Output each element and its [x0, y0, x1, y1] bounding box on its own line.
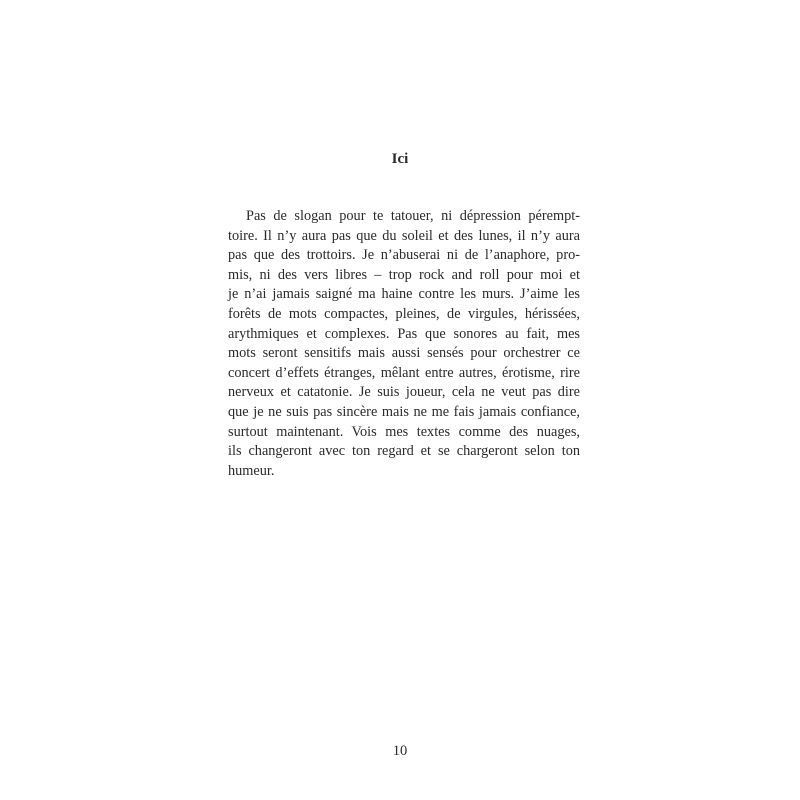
text-line: nerveux et catatonie. Je suis joueur, cela ne veut pas dire — [228, 384, 580, 401]
text-line: je n’ai jamais saigné ma haine contre les murs. J’aime les — [228, 286, 580, 303]
chapter-title: Ici — [391, 151, 409, 167]
text-line: toire. Il n’y aura pas que du soleil et des lunes, il n’y aura — [228, 227, 580, 244]
text-line: que je ne suis pas sincère mais ne me fais jamais confiance, — [228, 403, 580, 420]
text-line: ils changeront avec ton regard et se chargeront selon ton — [228, 443, 580, 460]
text-line: concert d’effets étranges, mêlant entre autres, érotisme, rire — [228, 364, 580, 381]
text-line: arythmiques et complexes. Pas que sonores au fait, mes — [228, 325, 580, 342]
text-line: forêts de mots compactes, pleines, de virgules, hérissées, — [228, 305, 580, 322]
text-line: Pas de slogan pour te tatouer, ni dépression pérempt- — [246, 208, 580, 224]
page-number: 10 — [392, 743, 408, 759]
text-line: pas que des trottoirs. Je n’abuserai ni de l’anaphore, pro- — [228, 247, 580, 264]
text-line: mots seront sensitifs mais aussi sensés pour orchestrer ce — [228, 345, 580, 362]
text-line: humeur. — [228, 462, 275, 479]
body-paragraph — [228, 207, 580, 481]
text-line: mis, ni des vers libres – trop rock and roll pour moi et — [228, 266, 580, 283]
text-line: surtout maintenant. Vois mes textes comme des nuages, — [228, 423, 580, 440]
